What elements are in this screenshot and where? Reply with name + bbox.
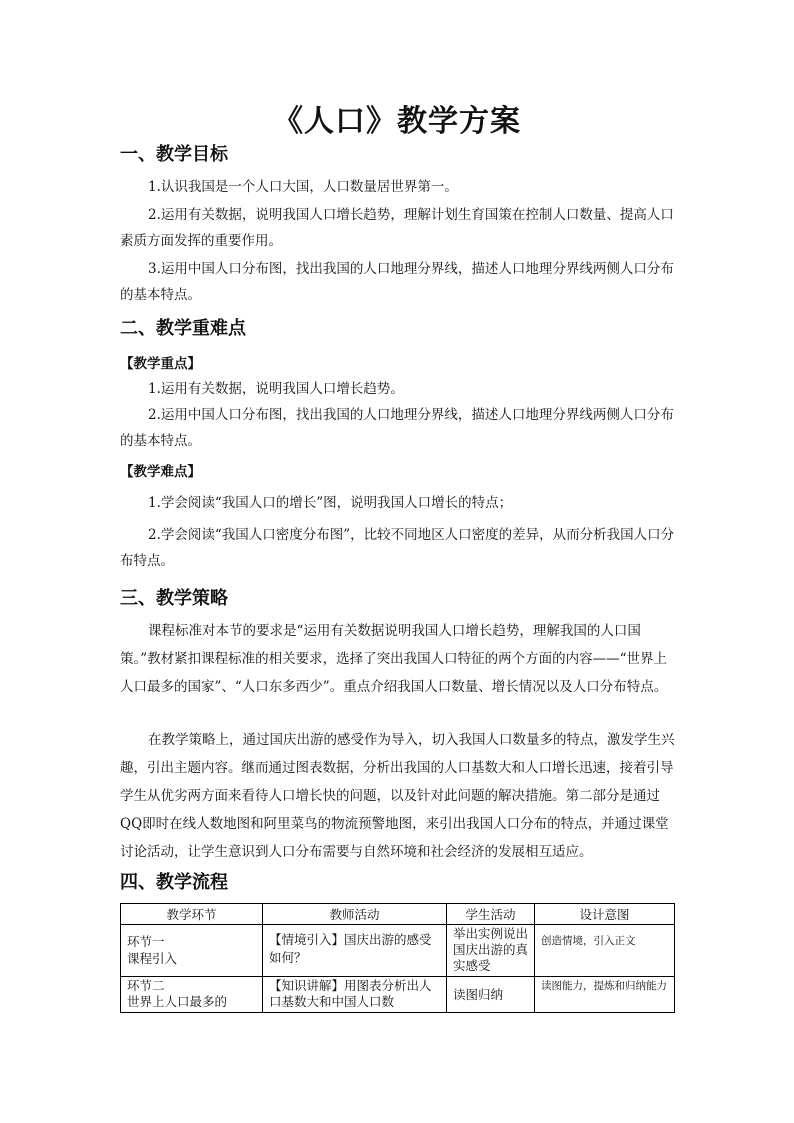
difficult-points-label: 【教学难点】 [120,464,201,480]
key-point-item-1: 1.运用有关数据，说明我国人口增长趋势。 [148,381,404,397]
section-heading-key-difficult: 二、教学重难点 [120,318,246,339]
objective-item-3: 3.运用中国人口分布图，找出我国的人口地理分界线，描述人口地理分界线两侧人口分布的基本特点。 [120,261,674,303]
section-heading-flow: 四、教学流程 [120,872,228,893]
key-point-item-2: 2.运用中国人口分布图，找出我国的人口地理分界线，描述人口地理分界线两侧人口分布的基本特点。 [120,407,674,449]
section-heading-strategy: 三、教学策略 [120,588,228,609]
table-header-row [121,904,675,925]
table-cell-stage: 环节一 课程引入 [121,925,263,977]
column-header-stage: 教学环节 [121,904,263,925]
objective-item-2: 2.运用有关数据，说明我国人口增长趋势，理解计划生育国策在控制人口数量、提高人口素质方面发挥的重要作用。 [120,207,674,249]
table-row [121,977,675,1013]
strategy-paragraph-2: 在教学策略上，通过国庆出游的感受作为导入，切入我国人口数量多的特点，激发学生兴趣，引出主题内容。继而通过图表数据，分析出我国的人口基数大和人口增长迅速，接着引导学生从优劣两方面来看待人口增长快的问题，以及针对此问题的解决措施。第二部分是通过QQ即时在线人数地图和阿里菜鸟的物流预警地图，来引出我国人口分布的特点，并通过课堂讨论活动，让学生意识到人口分布需要与自然环境和社会经济的发展相互适应。 [120,732,675,860]
strategy-paragraph-1: 课程标准对本节的要求是“运用有关数据说明我国人口增长趋势，理解我国的人口国策。”教材紧扣课程标准的相关要求，选择了突出我国人口特征的两个方面的内容——“世界上人口最多的国家”、“人口东多西少”。重点介绍我国人口数量、增长情况以及人口分布特点。 [120,623,668,695]
column-header-student-activity: 学生活动 [447,904,535,925]
difficult-point-item-2: 2.学会阅读“我国人口密度分布图”，比较不同地区人口密度的差异，从而分析我国人口分布特点。 [120,527,675,569]
table-row [121,925,675,977]
key-points-label: 【教学重点】 [120,356,201,372]
table-cell-design-intent: 创造情境，引入正文 [535,925,675,977]
table-cell-student-activity: 读图归纳 [447,977,535,1013]
table-cell-stage: 环节二 世界上人口最多的 [121,977,263,1013]
table-cell-teacher-activity: 【情境引入】国庆出游的感受如何？ [263,925,447,977]
table-cell-student-activity: 举出实例说出国庆出游的真实感受 [447,925,535,977]
teaching-flow-table [120,903,675,1013]
table-cell-design-intent: 读图能力，提炼和归纳能力 [535,977,675,1013]
column-header-teacher-activity: 教师活动 [263,904,447,925]
document-title: 《人口》教学方案 [273,104,521,139]
difficult-point-item-1: 1.学会阅读“我国人口的增长”图，说明我国人口增长的特点； [148,495,513,511]
objective-item-1: 1.认识我国是一个人口大国，人口数量居世界第一。 [148,179,458,195]
column-header-design-intent: 设计意图 [535,904,675,925]
table-cell-teacher-activity: 【知识讲解】用图表分析出人口基数大和中国人口数 [263,977,447,1013]
section-heading-objectives: 一、教学目标 [120,144,228,165]
